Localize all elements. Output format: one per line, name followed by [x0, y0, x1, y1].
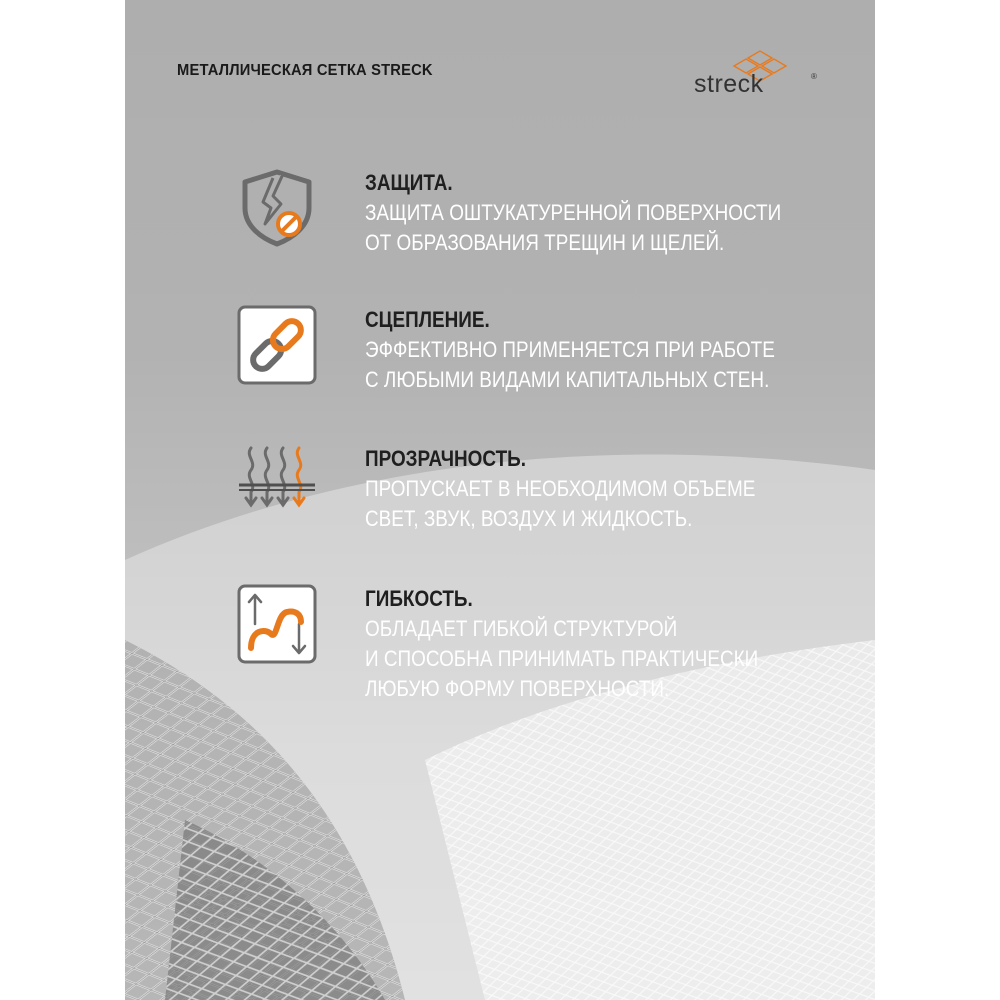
- feature-adhesion: [237, 305, 797, 445]
- feature-description-line: С ЛЮБЫМИ ВИДАМИ КАПИТАЛЬНЫХ СТЕН.: [365, 367, 770, 392]
- feature-permeability: [237, 444, 797, 584]
- permeability-waves-icon: [237, 444, 317, 524]
- streck-logo: [690, 38, 820, 98]
- feature-description-line: ОТ ОБРАЗОВАНИЯ ТРЕЩИН И ЩЕЛЕЙ.: [365, 230, 725, 255]
- feature-description-line: ЛЮБУЮ ФОРМУ ПОВЕРХНОСТИ.: [365, 676, 670, 701]
- page-title: МЕТАЛЛИЧЕСКАЯ СЕТКА STRECK: [177, 62, 433, 79]
- logo-wordmark: streck: [694, 70, 764, 98]
- feature-description-line: И СПОСОБНА ПРИНИМАТЬ ПРАКТИЧЕСКИ: [365, 646, 759, 671]
- feature-description-line: ЗАЩИТА ОШТУКАТУРЕННОЙ ПОВЕРХНОСТИ: [365, 200, 782, 225]
- shield-crack-icon: [237, 168, 317, 248]
- flexibility-arrows-icon: [237, 584, 317, 664]
- feature-description-line: ОБЛАДАЕТ ГИБКОЙ СТРУКТУРОЙ: [365, 616, 678, 641]
- feature-heading: ГИБКОСТЬ.: [365, 586, 473, 611]
- feature-heading: ПРОЗРАЧНОСТЬ.: [365, 446, 527, 471]
- feature-heading: ЗАЩИТА.: [365, 170, 453, 195]
- feature-description-line: СВЕТ, ЗВУК, ВОЗДУХ И ЖИДКОСТЬ.: [365, 506, 693, 531]
- chain-link-icon: [237, 305, 317, 385]
- feature-heading: СЦЕПЛЕНИЕ.: [365, 307, 490, 332]
- feature-description-line: ПРОПУСКАЕТ В НЕОБХОДИМОМ ОБЪЕМЕ: [365, 476, 756, 501]
- registered-mark: ®: [811, 72, 817, 81]
- feature-protection: [237, 168, 797, 308]
- feature-flexibility: [237, 584, 797, 724]
- feature-description-line: ЭФФЕКТИВНО ПРИМЕНЯЕТСЯ ПРИ РАБОТЕ: [365, 337, 775, 362]
